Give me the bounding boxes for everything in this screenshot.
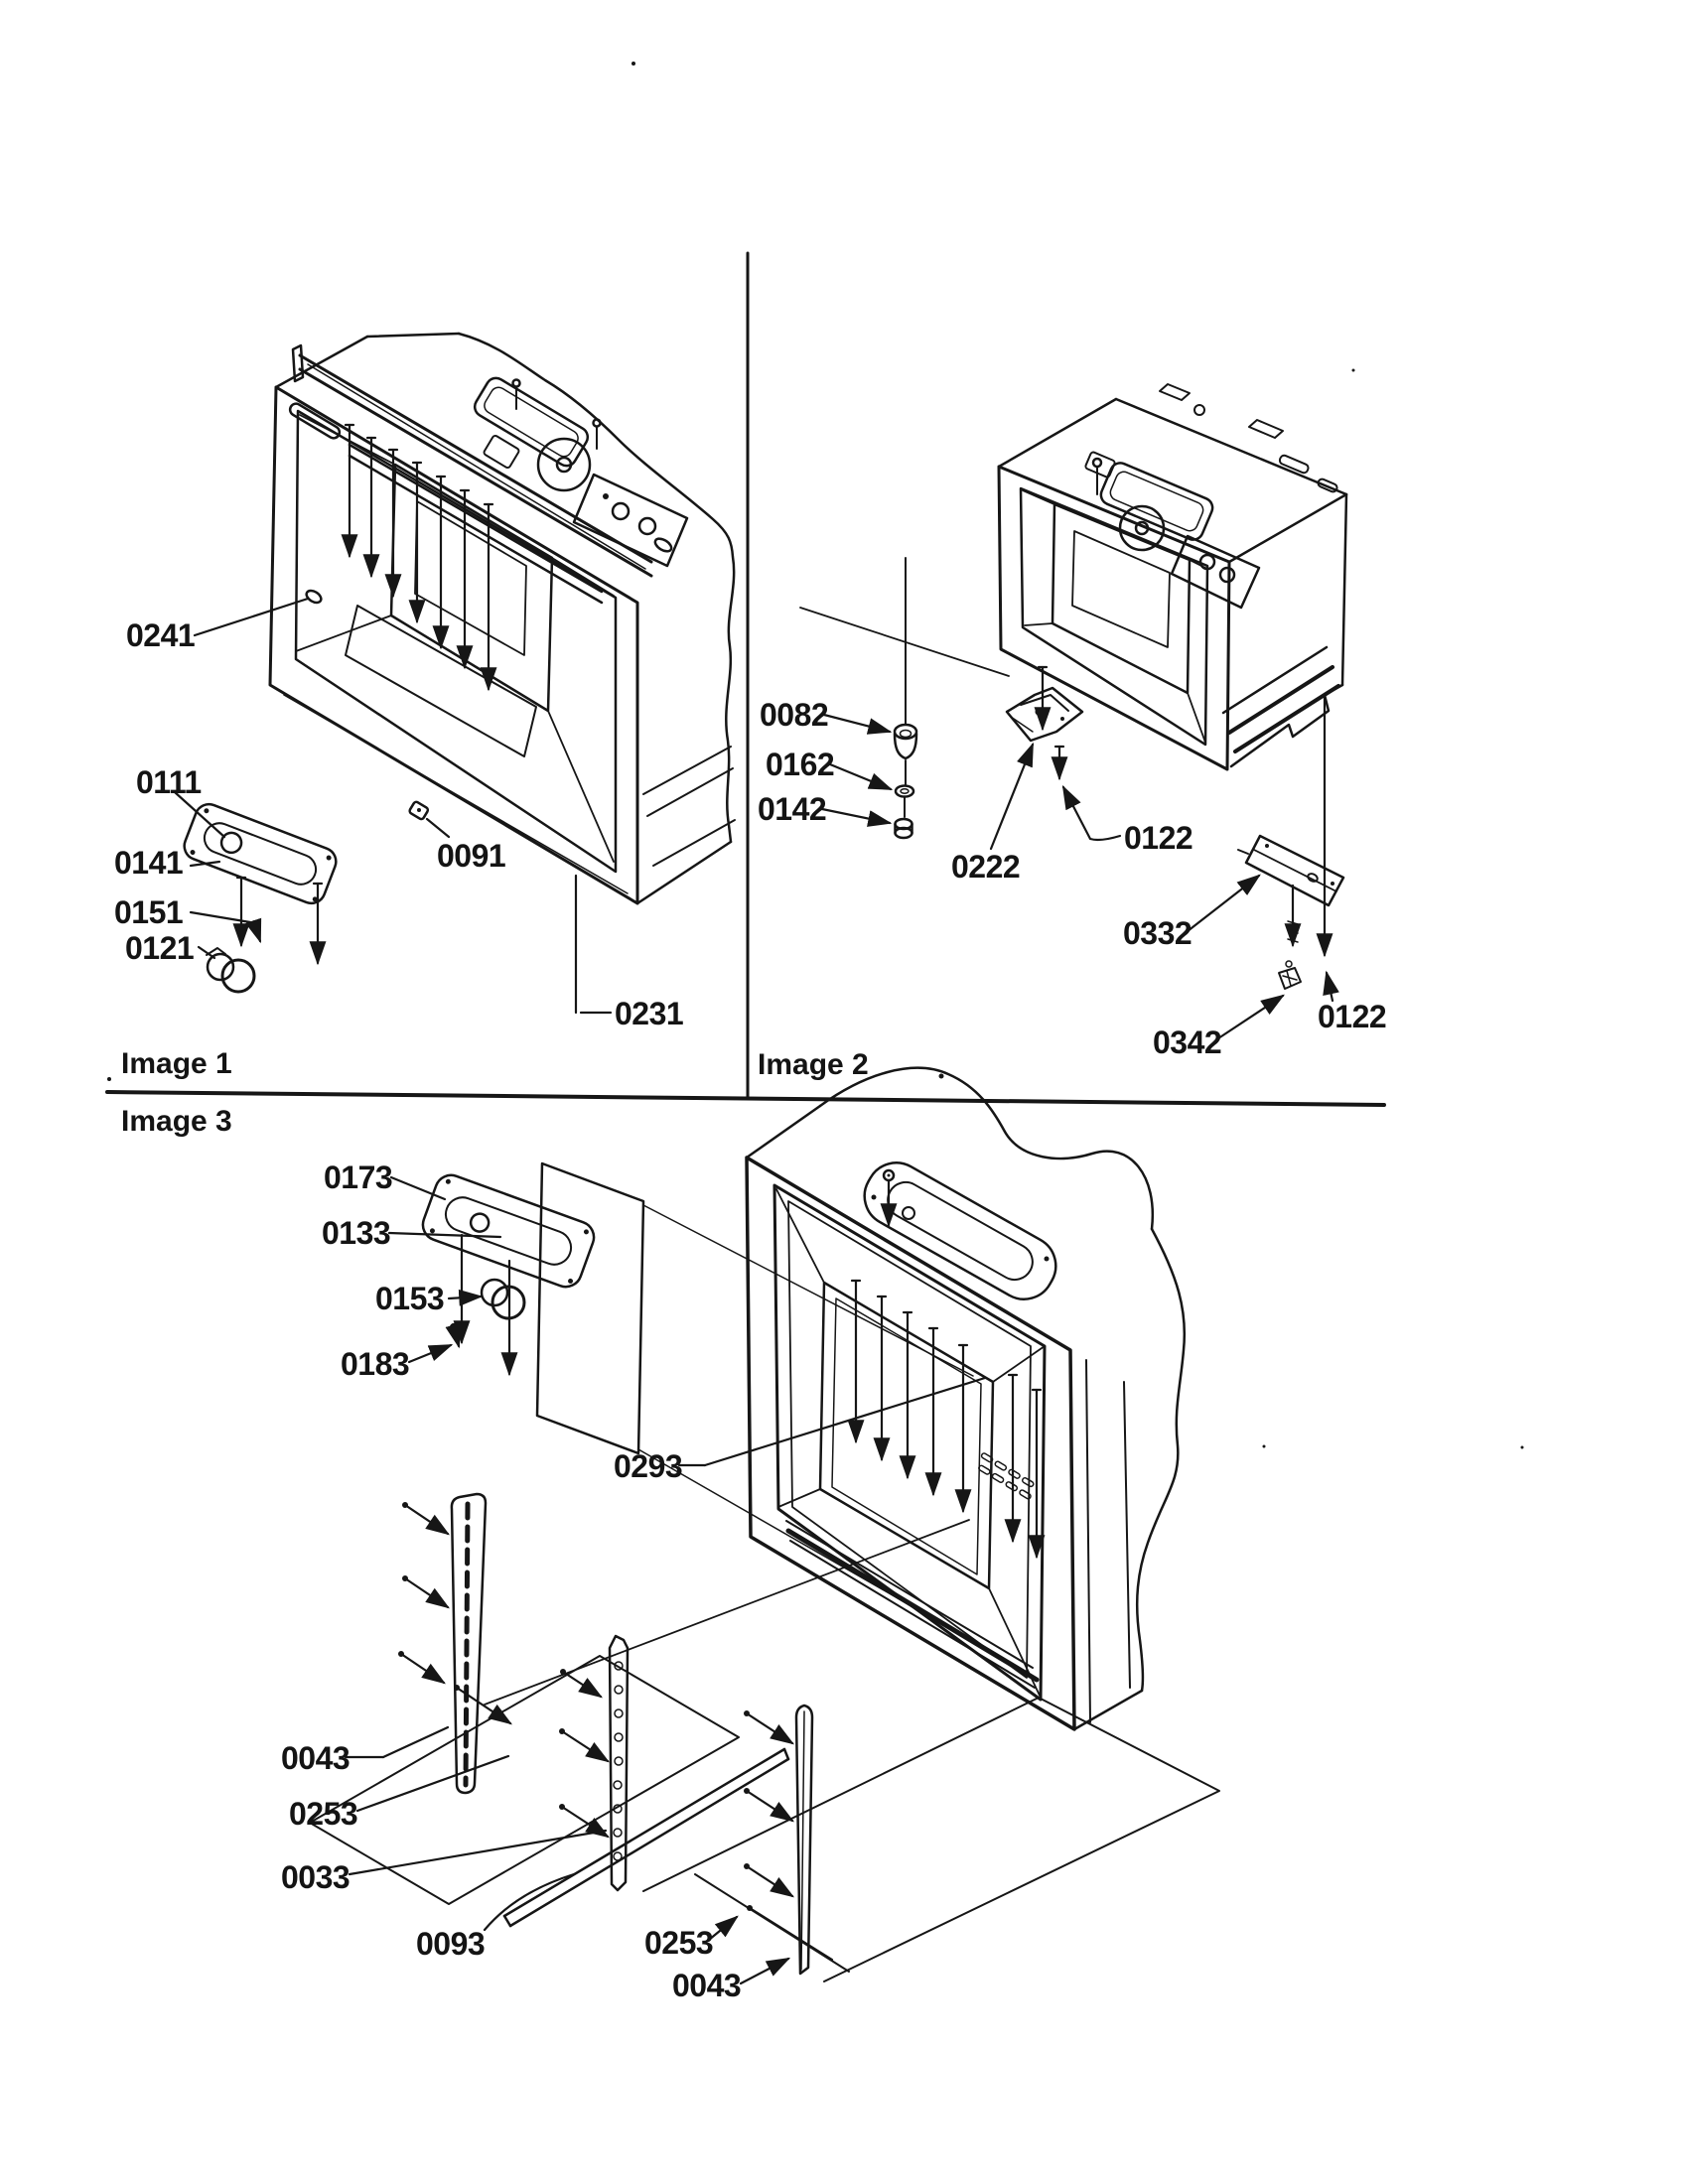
- part-label-image2-0222: 0222: [951, 849, 1021, 885]
- drain-hole-0241: [305, 589, 324, 606]
- image1-leaders: [175, 599, 611, 1013]
- image2-fan-assembly: [1085, 452, 1259, 608]
- image1-screws: [346, 425, 492, 689]
- shelf-trim-rail: [293, 345, 651, 603]
- drain-plate: [181, 800, 341, 907]
- section-title-image2: Image 2: [758, 1048, 869, 1081]
- image1-cabinet-drawing: [175, 334, 735, 1013]
- part-label-image3-0043: 0043: [672, 1968, 742, 2003]
- part-label-image3-0253: 0253: [644, 1925, 714, 1961]
- part-label-image2-0162: 0162: [766, 747, 835, 782]
- part-label-image3-0153: 0153: [375, 1281, 445, 1316]
- section-title-image1: Image 1: [121, 1047, 232, 1080]
- part-label-image3-0183: 0183: [341, 1346, 410, 1382]
- part-label-image2-0082: 0082: [760, 697, 829, 733]
- image3-screws: [852, 1281, 1041, 1557]
- drain-parts-column: [895, 558, 916, 838]
- part-label-image2-0122: 0122: [1318, 999, 1387, 1034]
- roller-0153: [482, 1280, 524, 1318]
- part-label-image1-0121: 0121: [125, 930, 195, 966]
- rail-screws-0253: [398, 1502, 832, 1960]
- part-label-image2-0122: 0122: [1124, 820, 1193, 856]
- image2-cabinet-drawing: [800, 384, 1346, 1038]
- part-label-image2-0142: 0142: [758, 791, 827, 827]
- part-label-image1-0091: 0091: [437, 838, 506, 874]
- roller-0121: [207, 948, 254, 992]
- section-title-image3: Image 3: [121, 1105, 232, 1138]
- image2-leaders: [822, 715, 1333, 1038]
- part-label-image3-0133: 0133: [322, 1215, 391, 1251]
- part-label-image3-0043: 0043: [281, 1740, 351, 1776]
- drain-plate-screws: [237, 878, 322, 963]
- part-label-image1-0231: 0231: [615, 996, 684, 1031]
- part-label-image3-0253: 0253: [289, 1796, 358, 1832]
- part-label-image3-0293: 0293: [614, 1448, 683, 1484]
- part-label-image2-0342: 0342: [1153, 1024, 1222, 1060]
- clip-0342: [1279, 961, 1301, 989]
- part-label-image1-0141: 0141: [114, 845, 184, 881]
- part-label-image3-0033: 0033: [281, 1859, 351, 1895]
- rail-left-0043: [452, 1494, 486, 1793]
- kickplate-0093: [504, 1749, 788, 1926]
- image3-cabinet-drawing: [310, 1068, 1219, 1983]
- clip-0091: [409, 801, 429, 820]
- part-label-image1-0151: 0151: [114, 894, 184, 930]
- part-label-image1-0111: 0111: [136, 764, 202, 800]
- part-label-image3-0173: 0173: [324, 1160, 393, 1195]
- duct-panel: [537, 1163, 1033, 1676]
- panel-dividers: [107, 253, 1387, 1105]
- part-label-image2-0332: 0332: [1123, 915, 1193, 951]
- rail-right-0043: [796, 1706, 812, 1974]
- rail-mid-0033: [610, 1636, 628, 1890]
- part-label-image1-0241: 0241: [126, 617, 196, 653]
- bracket-0332: [1238, 836, 1343, 945]
- part-label-image3-0093: 0093: [416, 1926, 486, 1962]
- bracket-0222: [1007, 667, 1082, 778]
